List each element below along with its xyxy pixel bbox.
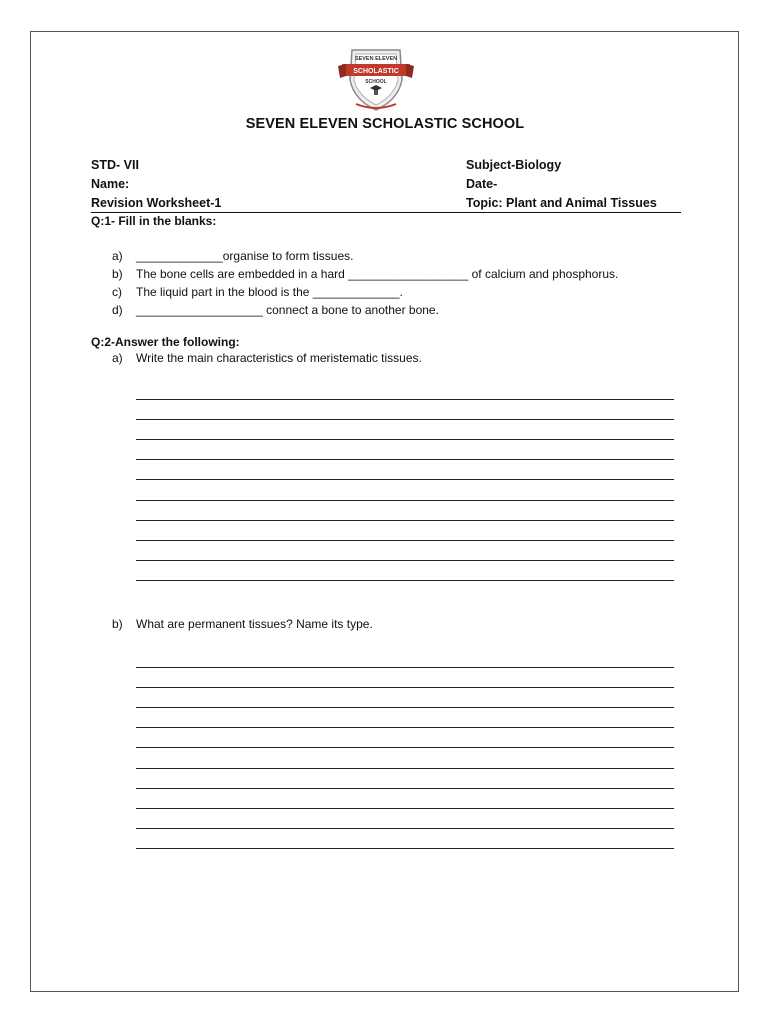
school-logo xyxy=(338,42,414,112)
q2a-question xyxy=(112,351,422,365)
answer-line[interactable] xyxy=(136,769,674,789)
answer-lines-a[interactable] xyxy=(136,380,674,581)
answer-line[interactable] xyxy=(136,789,674,809)
answer-line[interactable] xyxy=(136,829,674,849)
subject-label: Subject-Biology xyxy=(466,158,562,172)
answer-line[interactable] xyxy=(136,541,674,561)
q1-heading: Q:1- Fill in the blanks: xyxy=(91,214,217,228)
answer-line[interactable] xyxy=(136,688,674,708)
item-label: a) xyxy=(112,249,123,263)
answer-line[interactable] xyxy=(136,420,674,440)
logo-top-text: SEVEN ELEVEN xyxy=(354,56,398,62)
answer-line[interactable] xyxy=(136,521,674,541)
item-text: ___________________ connect a bone to another bone. xyxy=(136,303,439,317)
item-label: c) xyxy=(112,285,122,299)
name-label: Name: xyxy=(91,177,130,191)
answer-line[interactable] xyxy=(136,460,674,480)
answer-line[interactable] xyxy=(136,380,674,400)
item-text: The bone cells are embedded in a hard __________________ of calcium and phosphorus. xyxy=(136,267,619,281)
answer-line[interactable] xyxy=(136,809,674,829)
header-left xyxy=(91,156,221,213)
header-divider xyxy=(91,212,681,213)
item-text: What are permanent tissues? Name its type. xyxy=(136,617,373,631)
item-label: d) xyxy=(112,303,123,317)
item-text: The liquid part in the blood is the _____________. xyxy=(136,285,403,299)
answer-line[interactable] xyxy=(136,561,674,581)
answer-line[interactable] xyxy=(136,400,674,420)
answer-line[interactable] xyxy=(136,480,674,500)
std-label: STD- VII xyxy=(91,158,139,172)
answer-line[interactable] xyxy=(136,648,674,668)
worksheet-label: Revision Worksheet-1 xyxy=(91,196,222,210)
item-label: a) xyxy=(112,351,123,365)
list-item xyxy=(112,265,618,283)
answer-lines-b[interactable] xyxy=(136,648,674,849)
answer-line[interactable] xyxy=(136,708,674,728)
answer-line[interactable] xyxy=(136,668,674,688)
logo-bottom-text: SCHOOL xyxy=(365,79,387,85)
fill-blanks-list xyxy=(112,247,618,319)
item-label: b) xyxy=(112,267,123,281)
answer-line[interactable] xyxy=(136,501,674,521)
topic-label: Topic: Plant and Animal Tissues xyxy=(466,196,657,210)
q2-heading: Q:2-Answer the following: xyxy=(91,335,240,349)
header-right xyxy=(466,156,657,213)
item-label: b) xyxy=(112,617,123,631)
answer-line[interactable] xyxy=(136,728,674,748)
school-title: SEVEN ELEVEN SCHOLASTIC SCHOOL xyxy=(245,116,525,132)
logo-banner-text: SCHOLASTIC xyxy=(353,68,399,75)
q2b-question xyxy=(112,617,373,631)
item-text: Write the main characteristics of meristematic tissues. xyxy=(136,351,422,365)
item-text: _____________organise to form tissues. xyxy=(136,249,354,263)
date-label: Date- xyxy=(466,177,498,191)
answer-line[interactable] xyxy=(136,748,674,768)
list-item xyxy=(112,283,618,301)
list-item xyxy=(112,247,618,265)
list-item xyxy=(112,301,618,319)
answer-line[interactable] xyxy=(136,440,674,460)
